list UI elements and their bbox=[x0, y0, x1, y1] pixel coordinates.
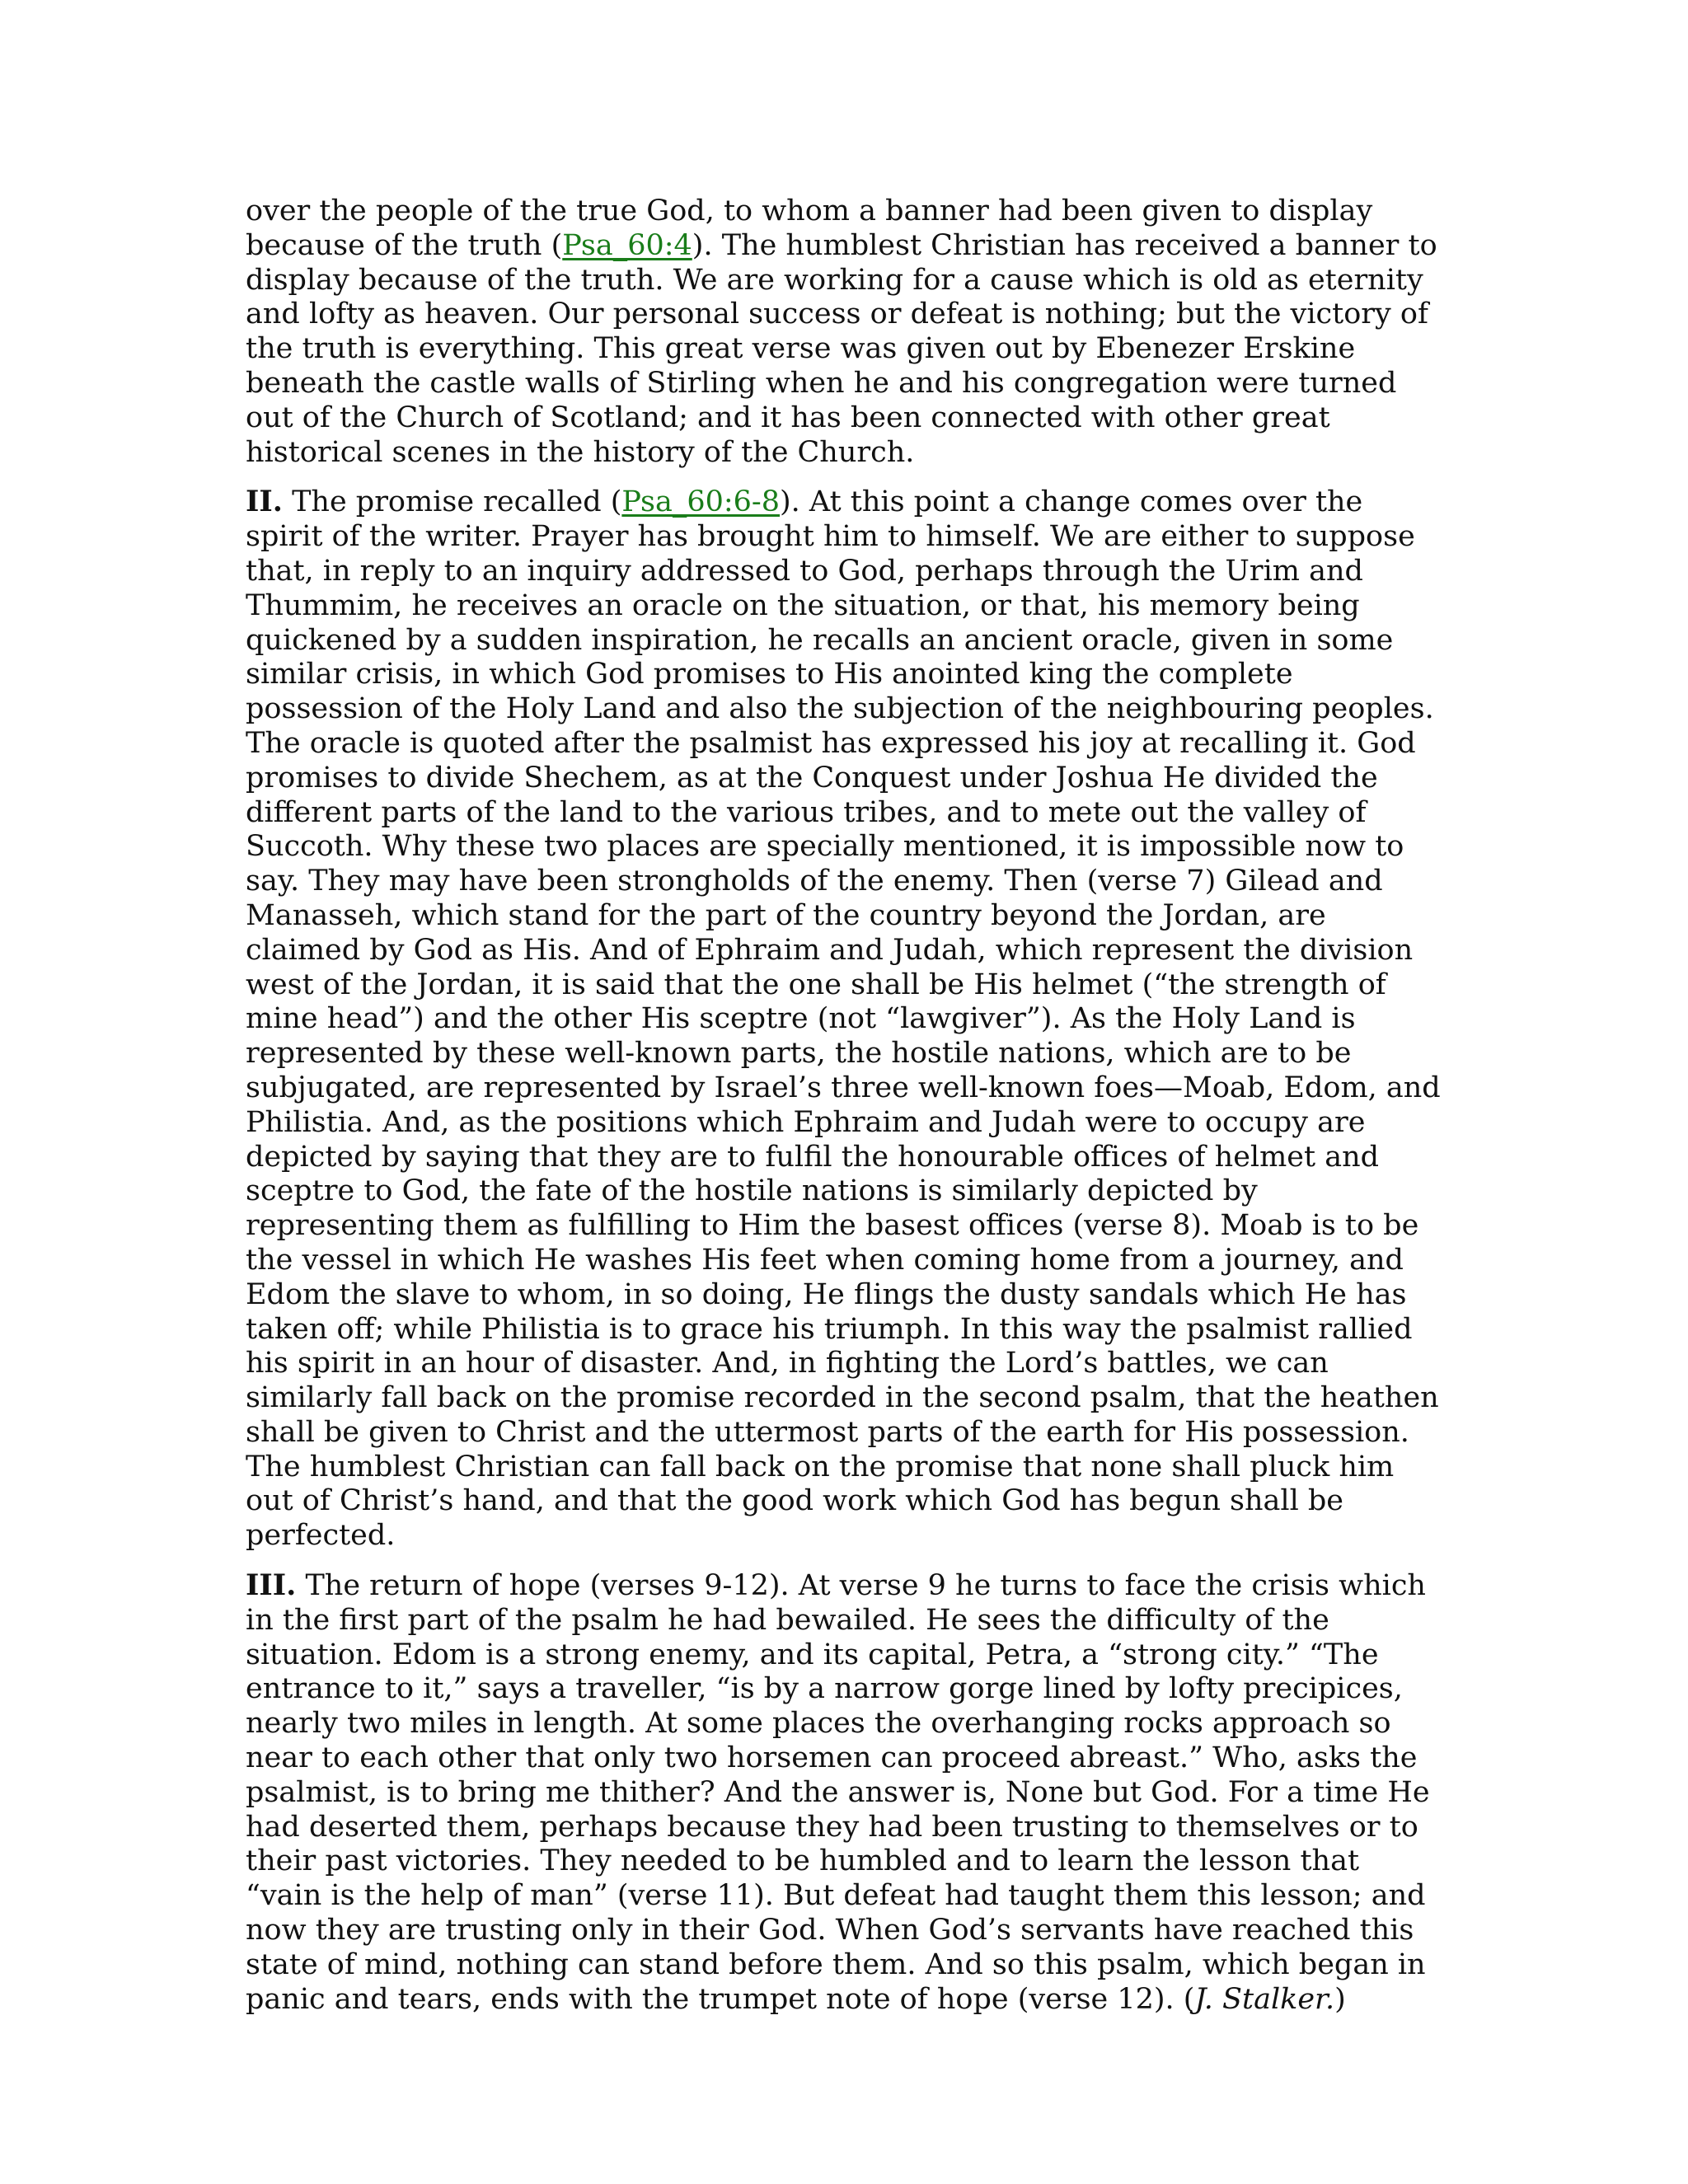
section-numeral: III. bbox=[246, 1568, 297, 1603]
section-numeral: II. bbox=[246, 485, 283, 519]
paragraph-banner bbox=[246, 194, 1441, 470]
section-text: The promise recalled ( bbox=[282, 485, 622, 519]
paragraph-text: over the people of the true God, to whom a banner had been given to display because of the truth ( bbox=[246, 194, 1373, 262]
section-return-of-hope bbox=[246, 1568, 1441, 2017]
scripture-link-psa-60-6-8[interactable]: Psa_60:6-8 bbox=[621, 485, 781, 519]
document-page bbox=[246, 194, 1441, 2032]
section-text: ). At this point a change comes over the spirit of the writer. Prayer has brought him to himself. We are either to suppose that, in reply to an inquiry addressed to God, perhaps through the Urim and Thummim, he receives an oracle on the situation, or that, his memory being quickened by a sudden inspiration, he recalls an ancient oracle, given in some similar crisis, in which God promises to His anointed king the complete possession of the Holy Land and also the subjection of the neighbouring peoples. The oracle is quoted after the psalmist has expressed his joy at recalling it. God promises to divide Shechem, as at the Conquest under Joshua He divided the different parts of the land to the various tribes, and to mete out the valley of Succoth. Why these two places are specially mentioned, it is impossible now to say. They may have been strongholds of the enemy. Then (verse 7) Gilead and Manasseh, which stand for the part of the country beyond the Jordan, are claimed by God as His. And of Ephraim and Judah, which represent the division west of the Jordan, it is said that the one shall be His helmet (“the strength of mine head”) and the other His sceptre (not “lawgiver”). As the Holy Land is represented by these well-known parts, the hostile nations, which are to be subjugated, are represented by Israel’s three well-known foes—Moab, Edom, and Philistia. And, as the positions which Ephraim and Judah were to occupy are depicted by saying that they are to fulfil the honourable offices of helmet and sceptre to God, the fate of the hostile nations is similarly depicted by representing them as fulfilling to Him the basest offices (verse 8). Moab is to be the vessel in which He washes His feet when coming home from a journey, and Edom the slave to whom, in so doing, He flings the dusty sandals which He has taken off; while Philistia is to grace his triumph. In this way the psalmist rallied his spirit in an hour of disaster. And, in fighting the Lord’s battles, we can similarly fall back on the promise recorded in the second psalm, that the heathen shall be given to Christ and the uttermost parts of the earth for His possession. The humblest Christian can fall back on the promise that none shall pluck him out of Christ’s hand, and that the good work which God has begun shall be perfected. bbox=[246, 485, 1441, 1553]
scripture-link-psa-60-4[interactable]: Psa_60:4 bbox=[562, 228, 692, 262]
section-text-end: ) bbox=[1334, 1982, 1346, 2016]
paragraph-text: ). The humblest Christian has received a banner to display because of the truth. We are working for a cause which is old as eternity and lofty as heaven. Our personal success or defeat is nothing; but the victory of the truth is everything. This great verse was given out by Ebenezer Erskine beneath the castle walls of Stirling when he and his congregation were turned out of the Church of Scotland; and it has been connected with other great historical scenes in the history of the Church. bbox=[246, 228, 1437, 469]
section-promise-recalled bbox=[246, 485, 1441, 1554]
section-text: The return of hope (verses 9-12). At verse 9 he turns to face the crisis which in the first part of the psalm he had bewailed. He sees the difficulty of the situation. Edom is a strong enemy, and its capital, Petra, a “strong city.” “The entrance to it,” says a traveller, “is by a narrow gorge lined by lofty precipices, nearly two miles in length. At some places the overhanging rocks approach so near to each other that only two horsemen can proceed abreast.” Who, asks the psalmist, is to bring me thither? And the answer is, None but God. For a time He had deserted them, perhaps because they had been trusting to themselves or to their past victories. They needed to be humbled and to learn the lesson that “vain is the help of man” (verse 11). But defeat had taught them this lesson; and now they are trusting only in their God. When God’s servants have reached this state of mind, nothing can stand before them. And so this psalm, which began in panic and tears, ends with the trumpet note of hope (verse 12). ( bbox=[246, 1569, 1430, 2016]
author-attribution: J. Stalker. bbox=[1194, 1982, 1335, 2016]
